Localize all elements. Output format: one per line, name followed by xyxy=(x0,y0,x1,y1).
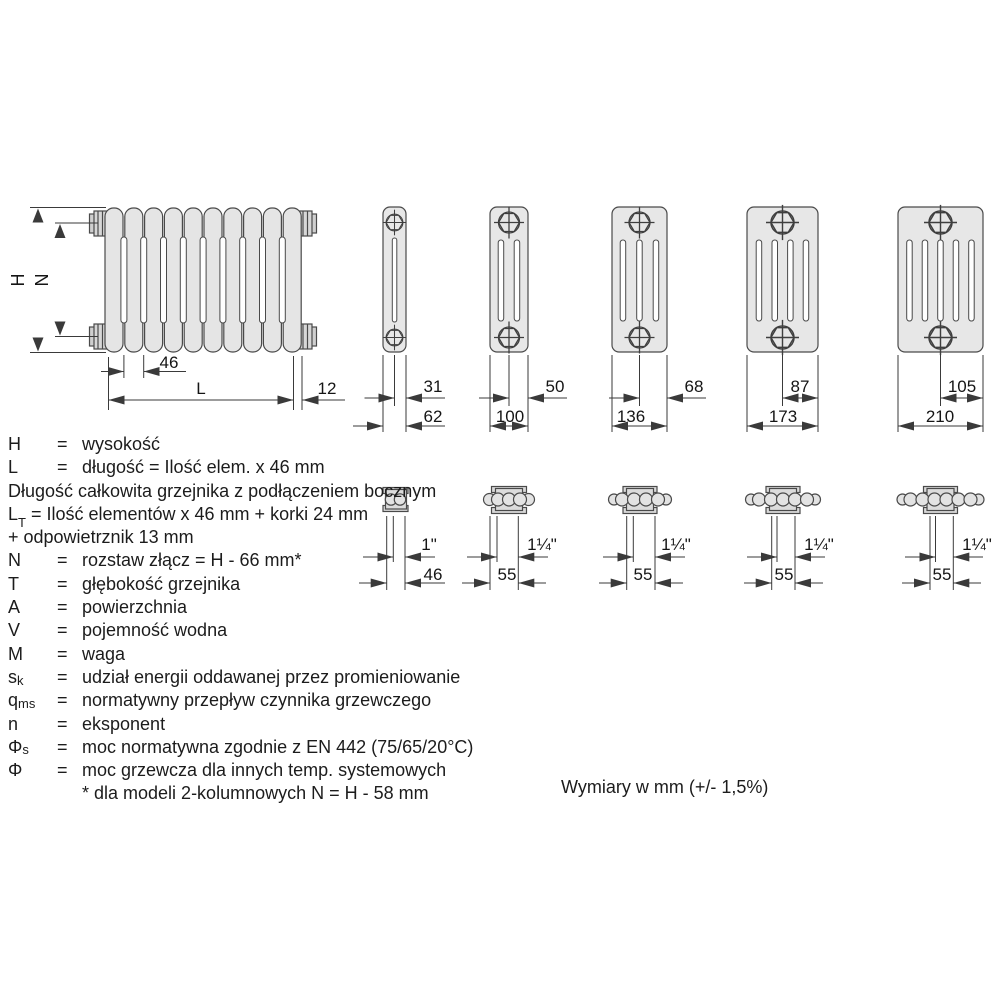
dim-half-depth: 31 xyxy=(423,377,443,396)
legend-row-V: V = pojemność wodna xyxy=(8,620,228,641)
front-view xyxy=(8,208,345,411)
legend-row-T: T = głębokość grzejnika xyxy=(8,573,241,594)
legend xyxy=(8,433,508,806)
dim-half-depth: 68 xyxy=(684,377,704,396)
dim-full-depth: 173 xyxy=(768,407,798,426)
element-slots xyxy=(121,237,285,323)
legend-row-qms: $q_{ms}$ = normatywny przepływ czynnika grzewczego xyxy=(8,690,432,711)
legend-row-n: n = eksponent xyxy=(8,713,166,734)
top-view-6col xyxy=(897,487,992,591)
legend-row-LT: $L_T$ = Ilość elementów x 46 mm + korki 24 mm xyxy=(8,503,369,531)
dim-thread: 1¼" xyxy=(661,535,691,554)
dim-thread: 1¼" xyxy=(962,535,992,554)
dim-thread: 1¼" xyxy=(527,535,557,554)
cross-section-2col xyxy=(353,207,445,432)
dim-label-12: 12 xyxy=(317,379,337,398)
legend-row-phi-s: $\Phi_s$ = moc normatywna zgodnie z EN 442 (75/65/20°C) xyxy=(8,736,474,758)
dim-half-depth: 50 xyxy=(545,377,565,396)
dim-full-depth: 136 xyxy=(616,407,646,426)
top-view-4col xyxy=(599,487,691,591)
dim-pitch: 55 xyxy=(774,565,794,584)
dim-pitch: 55 xyxy=(633,565,653,584)
legend-row-sk: $s_k$ = udział energii oddawanej przez promieniowanie xyxy=(8,666,461,688)
label-N: N xyxy=(32,273,52,287)
dim-thread: 1" xyxy=(421,535,437,554)
dim-full-depth: 210 xyxy=(925,407,955,426)
legend-row-H: H = wysokość xyxy=(8,434,161,454)
dim-pitch: 46 xyxy=(423,565,443,584)
legend-row-M: M = waga xyxy=(8,643,126,664)
dim-full-depth: 62 xyxy=(423,407,443,426)
dim-half-depth: 105 xyxy=(947,377,977,396)
dim-pitch: 55 xyxy=(932,565,952,584)
legend-row-footnote-2col: * dla modeli 2-kolumnowych N = H - 58 mm xyxy=(82,783,429,804)
dim-thread: 1¼" xyxy=(804,535,834,554)
cross-section-5col xyxy=(747,205,818,432)
dim-half-depth: 87 xyxy=(790,377,810,396)
dim-full-depth: 100 xyxy=(495,407,525,426)
legend-row-vent: + odpowietrznik 13 mm xyxy=(8,527,194,548)
legend-row-total-length: Długość całkowita grzejnika z podłączeniem bocznym xyxy=(8,480,437,501)
cross-section-6col xyxy=(898,205,983,432)
dimensions-note: Wymiary w mm (+/- 1,5%) xyxy=(561,777,769,797)
label-H: H xyxy=(8,273,28,287)
cross-section-4col xyxy=(609,207,706,433)
legend-row-N: N = rozstaw złącz = H - 66 mm* xyxy=(8,550,302,571)
cross-section-3col xyxy=(479,207,567,433)
legend-row-phi: Φ = moc grzewcza dla innych temp. systemowych xyxy=(8,760,447,781)
dim-pitch: 55 xyxy=(497,565,517,584)
legend-row-L: L = długość = Ilość elem. x 46 mm xyxy=(8,457,325,478)
dim-label-46: 46 xyxy=(159,353,179,372)
dim-label-L: L xyxy=(196,379,206,398)
top-view-5col xyxy=(744,487,834,591)
legend-row-A: A = powierzchnia xyxy=(8,597,188,618)
